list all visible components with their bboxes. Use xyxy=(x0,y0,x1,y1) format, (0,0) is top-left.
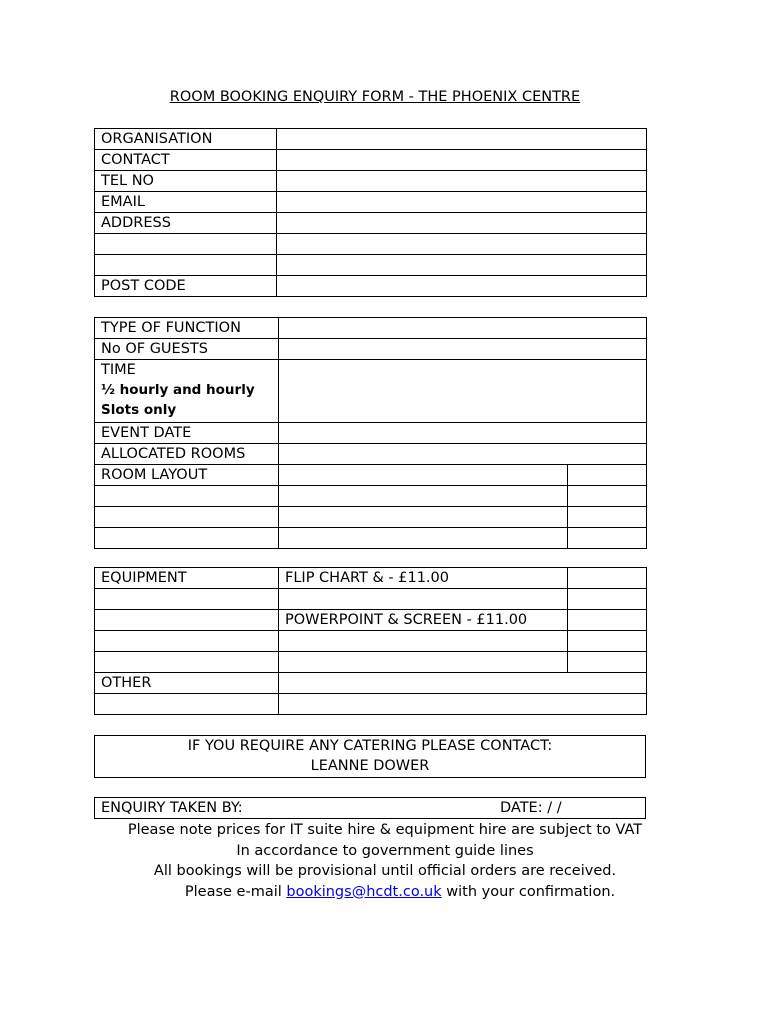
time-note-1: ½ hourly and hourly xyxy=(101,382,255,398)
table-row xyxy=(95,129,647,150)
table-row xyxy=(95,589,647,610)
table-row xyxy=(95,610,647,631)
table-row xyxy=(95,694,647,715)
postcode-label: POST CODE xyxy=(95,276,277,297)
table-row xyxy=(95,423,647,444)
enquiry-date-label: DATE: / / xyxy=(500,800,562,816)
blank-cell[interactable] xyxy=(95,486,279,507)
other-field-2[interactable] xyxy=(279,694,647,715)
address-label: ADDRESS xyxy=(95,213,277,234)
blank-cell[interactable] xyxy=(568,652,647,673)
table-row xyxy=(95,486,647,507)
catering-line-1: IF YOU REQUIRE ANY CATERING PLEASE CONTACT: xyxy=(187,738,553,754)
table-row xyxy=(95,528,647,549)
address-blank-label xyxy=(95,234,277,255)
address-blank-label xyxy=(95,255,277,276)
tel-field[interactable] xyxy=(277,171,647,192)
flip-chart-field[interactable] xyxy=(568,568,647,589)
enquiry-taken-cell[interactable] xyxy=(95,798,646,819)
blank-cell[interactable] xyxy=(279,528,568,549)
table-row xyxy=(95,631,647,652)
room-layout-extra[interactable] xyxy=(568,465,647,486)
event-date-label: EVENT DATE xyxy=(95,423,279,444)
guidelines-note: In accordance to government guide lines xyxy=(236,842,534,859)
other-label: OTHER xyxy=(95,673,279,694)
table-row xyxy=(95,213,647,234)
address-field-1[interactable] xyxy=(277,213,647,234)
postcode-field[interactable] xyxy=(277,276,647,297)
table-row xyxy=(95,234,647,255)
blank-cell[interactable] xyxy=(279,507,568,528)
table-row xyxy=(95,276,647,297)
email-field[interactable] xyxy=(277,192,647,213)
time-note-2: Slots only xyxy=(101,402,177,418)
powerpoint-field[interactable] xyxy=(568,610,647,631)
table-row xyxy=(95,171,647,192)
contact-field[interactable] xyxy=(277,150,647,171)
blank-cell[interactable] xyxy=(568,528,647,549)
blank-cell[interactable] xyxy=(279,486,568,507)
table-row xyxy=(95,150,647,171)
blank-cell[interactable] xyxy=(95,507,279,528)
time-field[interactable] xyxy=(279,360,647,423)
vat-note: Please note prices for IT suite hire & equipment hire are subject to VAT xyxy=(127,822,643,838)
enquiry-table xyxy=(94,797,646,819)
enquiry-taken-label: ENQUIRY TAKEN BY: xyxy=(101,800,243,816)
table-row xyxy=(95,255,647,276)
function-details-table xyxy=(94,317,647,549)
blank-cell[interactable] xyxy=(279,589,568,610)
organisation-label: ORGANISATION xyxy=(95,129,277,150)
table-row xyxy=(95,568,647,589)
table-row xyxy=(95,736,646,778)
provisional-note: All bookings will be provisional until official orders are received. xyxy=(153,863,617,879)
table-row xyxy=(95,318,647,339)
blank-cell[interactable] xyxy=(279,652,568,673)
blank-cell[interactable] xyxy=(568,631,647,652)
footer-notes xyxy=(0,820,770,902)
blank-cell[interactable] xyxy=(95,528,279,549)
booking-email-link[interactable]: bookings@hcdt.co.uk xyxy=(286,883,442,900)
table-row xyxy=(95,360,647,423)
email-note-suffix: with your confirmation. xyxy=(441,883,616,900)
guests-field[interactable] xyxy=(279,339,647,360)
table-row xyxy=(95,444,647,465)
flip-chart-label: FLIP CHART & - £11.00 xyxy=(279,568,568,589)
table-row xyxy=(95,339,647,360)
table-row xyxy=(95,652,647,673)
address-field-3[interactable] xyxy=(277,255,647,276)
time-label: TIME xyxy=(101,362,136,378)
contact-label: CONTACT xyxy=(95,150,277,171)
type-of-function-label: TYPE OF FUNCTION xyxy=(95,318,279,339)
equipment-table xyxy=(94,567,647,715)
blank-cell[interactable] xyxy=(568,589,647,610)
room-layout-label: ROOM LAYOUT xyxy=(95,465,279,486)
table-row xyxy=(95,673,647,694)
organisation-field[interactable] xyxy=(277,129,647,150)
blank-cell[interactable] xyxy=(95,652,279,673)
room-layout-field[interactable] xyxy=(279,465,568,486)
email-note xyxy=(0,882,770,903)
table-row xyxy=(95,798,646,819)
blank-cell[interactable] xyxy=(568,486,647,507)
catering-contact-name: LEANNE DOWER xyxy=(310,758,430,774)
email-label: EMAIL xyxy=(95,192,277,213)
blank-cell[interactable] xyxy=(279,631,568,652)
powerpoint-label: POWERPOINT & SCREEN - £11.00 xyxy=(279,610,568,631)
allocated-rooms-label: ALLOCATED ROOMS xyxy=(95,444,279,465)
table-row xyxy=(95,507,647,528)
time-label-cell xyxy=(95,360,279,423)
other-field[interactable] xyxy=(279,673,647,694)
address-field-2[interactable] xyxy=(277,234,647,255)
equipment-label: EQUIPMENT xyxy=(95,568,279,589)
email-note-prefix: Please e-mail xyxy=(184,883,287,900)
table-row xyxy=(95,465,647,486)
table-row xyxy=(95,192,647,213)
blank-cell[interactable] xyxy=(95,694,279,715)
event-date-field[interactable] xyxy=(279,423,647,444)
contact-details-table xyxy=(94,128,647,297)
blank-cell[interactable] xyxy=(95,631,279,652)
catering-notice-cell xyxy=(95,736,646,778)
tel-label: TEL NO xyxy=(95,171,277,192)
blank-cell[interactable] xyxy=(95,610,279,631)
blank-cell[interactable] xyxy=(95,589,279,610)
type-of-function-field[interactable] xyxy=(279,318,647,339)
blank-cell[interactable] xyxy=(568,507,647,528)
catering-box xyxy=(94,735,646,778)
form-title: ROOM BOOKING ENQUIRY FORM - THE PHOENIX CENTRE xyxy=(169,89,581,105)
allocated-rooms-field[interactable] xyxy=(279,444,647,465)
guests-label: No OF GUESTS xyxy=(95,339,279,360)
